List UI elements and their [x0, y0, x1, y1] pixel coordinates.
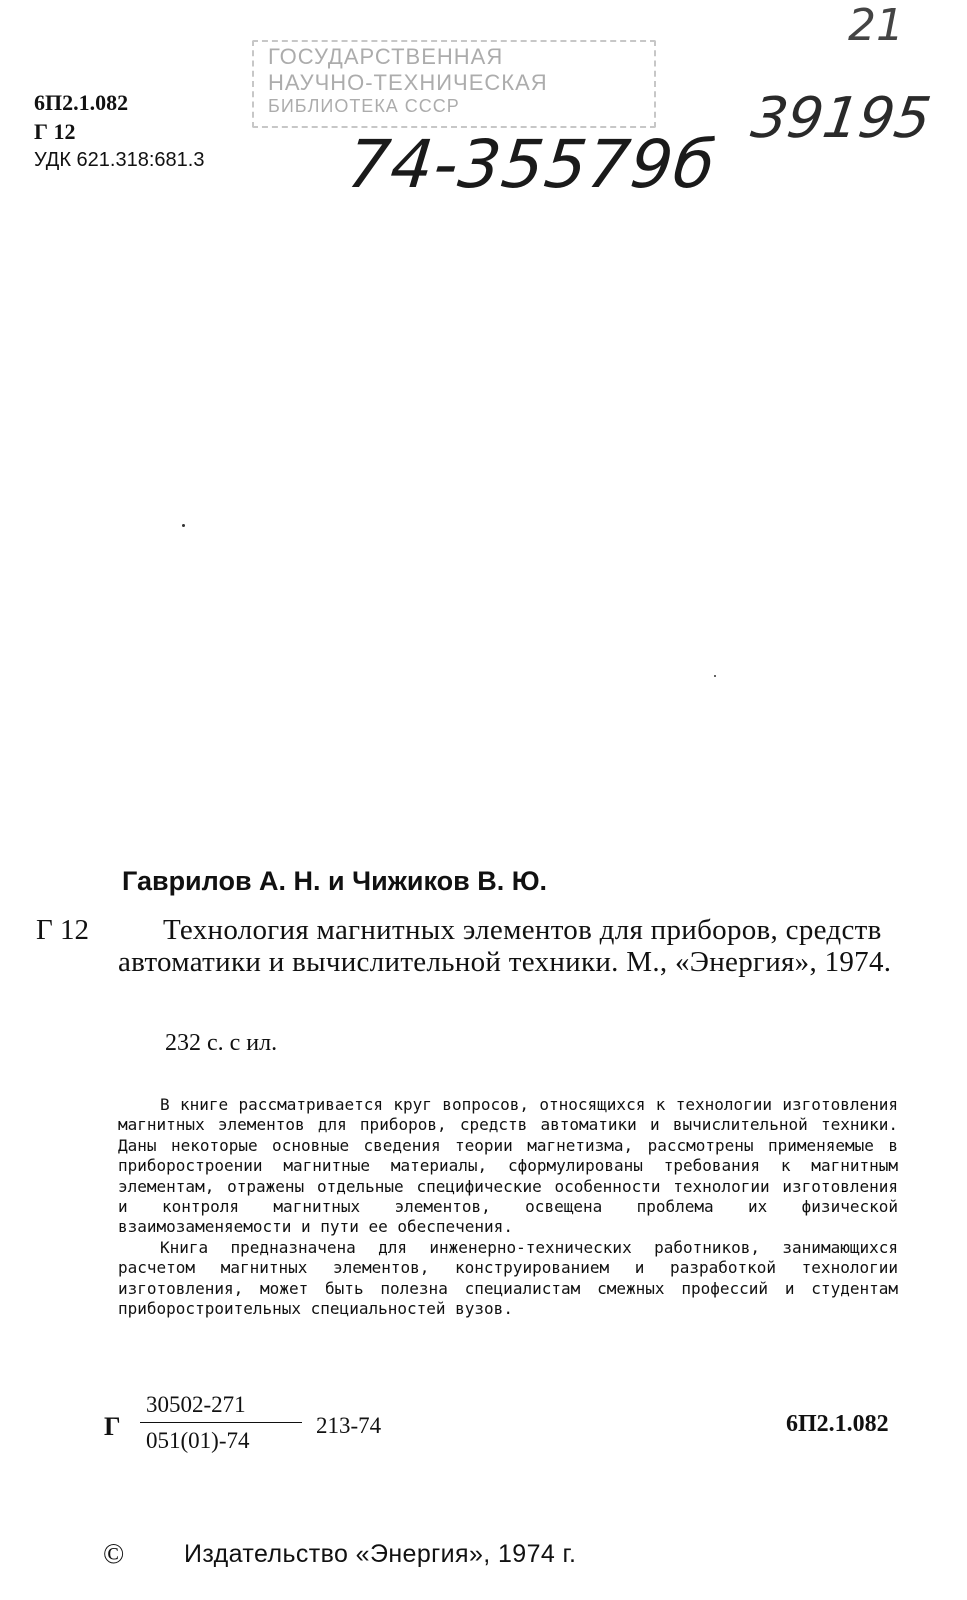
card-index: Г 12: [36, 914, 90, 946]
stamp-line-1: ГОСУДАРСТВЕННАЯ: [268, 44, 504, 69]
classification-index: Г 12: [34, 119, 76, 144]
scan-speck: [714, 675, 716, 677]
abstract: [118, 1095, 898, 1319]
page-count: 232 с. с ил.: [165, 1030, 278, 1056]
stamp-line-2: НАУЧНО-ТЕХНИЧЕСКАЯ: [268, 70, 548, 95]
abstract-paragraph-2: Книга предназначена для инженерно-технических работников, занимающихся расчетом магнитных элементов, конструированием и разработкой технологии изготовления, может быть полезна специалистам смежных профессий и студентам приборостроительных специальностей вузов.: [118, 1237, 898, 1319]
formula-right-code: 6П2.1.082: [786, 1411, 889, 1437]
udk-code: УДК 621.318:681.3: [34, 149, 205, 171]
scan-speck: [182, 524, 185, 527]
formula-letter: Г: [104, 1412, 121, 1441]
book-title: Технология магнитных элементов для приборов, средств автоматики и вычислительной техники. М., «Энергия», 1974.: [118, 914, 892, 978]
stamp-line-3: БИБЛИОТЕКА СССР: [268, 96, 460, 116]
library-stamp: [252, 40, 656, 128]
handwritten-top-mark: 21: [848, 0, 904, 51]
copyright-icon: ©: [103, 1539, 125, 1570]
classification-code: 6П2.1.082: [34, 90, 129, 115]
formula-numerator: 30502-271: [146, 1392, 246, 1417]
abstract-paragraph-1: В книге рассматривается круг вопросов, относящихся к технологии изготовления магнитных элементов для приборов, средств автоматики и вычислительной техники. Даны некоторые основные сведения теории магнетизма, рассмотрены применяемые в приборостроении магнитные материалы, сформулированы требования к магнитным элементам, отражены отдельные специфические особенности технологии изготовления и контроля магнитных элементов, освещена проблема их физической взаимозаменяемости и пути ее обеспечения.: [118, 1095, 898, 1237]
classification-block: [34, 88, 204, 175]
handwritten-inventory-number: 74-35579б: [343, 126, 720, 203]
formula-denominator: 051(01)-74: [146, 1428, 250, 1453]
copyright-text: Издательство «Энергия», 1974 г.: [184, 1540, 577, 1568]
handwritten-side-number: 39195: [747, 86, 935, 151]
authors: Гаврилов А. Н. и Чижиков В. Ю.: [122, 866, 548, 896]
fraction-line: [140, 1422, 302, 1423]
formula-code: 213-74: [316, 1413, 382, 1438]
